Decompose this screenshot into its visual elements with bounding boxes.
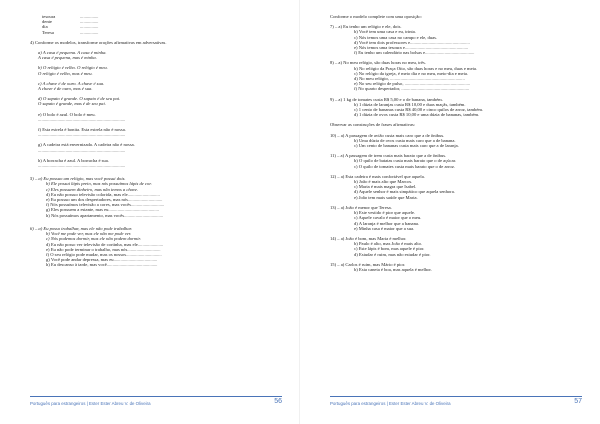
- ex15-line: b) Esta caneta é boa, mas aquela é melhor.: [354, 266, 432, 272]
- exercise-15: [330, 262, 582, 272]
- ex4-item-d-question: d) O sapato é grande. O sapato é de seu pai.: [38, 96, 121, 102]
- ex6-line: 6) – a) Eu posso trabalhar, mas ele não pode trabalhar.: [30, 225, 133, 231]
- word-blank: ................: [80, 19, 99, 25]
- ex12-line: c) Maria é mais magra que Isabel.: [354, 184, 417, 190]
- ex7-line: b) Você tem uma casa e eu, trinta.: [354, 29, 416, 35]
- word: dente: [42, 19, 52, 25]
- word-list: [30, 14, 282, 35]
- ex4-item-e-question: e) O bolo é azul. O bolo é meu.: [38, 111, 96, 117]
- right-page: [300, 0, 600, 424]
- footer-text: Português para estrangeiros | Ester Ester Abreu V. de Oliveira: [30, 401, 151, 406]
- word: tesoura: [42, 14, 56, 19]
- ex4-item-g-blank: ............................................................................: [38, 147, 126, 153]
- ex4-item-f-blank: ............................................................................: [38, 132, 126, 138]
- ex4-item-c-answer: A chave é de ouro, mas é sua.: [38, 86, 93, 92]
- exercise-12: [330, 174, 582, 200]
- ex8-line: e) No seu relógio de pulso, .........................................................: [354, 81, 471, 87]
- ex4-item-a-answer: A casa é pequena, mas é minha.: [38, 55, 97, 61]
- ex10-line: b) Uma dúzia de ovos custa mais caro que a de banana.: [354, 137, 456, 143]
- ex6-line: h) Eu descanso à tarde, mas você............................................: [46, 262, 158, 268]
- exercise-11: [330, 153, 582, 169]
- left-page-footer: [30, 396, 282, 411]
- exercise-13: [330, 205, 582, 231]
- exercise-8: [330, 60, 582, 91]
- ex13-line: b) Este vestido é pior que aquele.: [354, 210, 416, 216]
- page-number: 56: [274, 398, 282, 405]
- ex9-line: b) 1 dúzia de laranjas custa R$ 10,00 e duas maçãs, também.: [354, 101, 466, 107]
- exercise-10: [330, 133, 582, 149]
- ex8-line: b) No relógio da Praça Oito, são duas horas e no meu, duas e meia.: [354, 65, 478, 71]
- ex5-line: h) Nós possuímos apartamento, mas vocês..................................: [46, 212, 164, 218]
- ex6-line: d) Eu não posso ver televisão de cortinha, mas ele......................: [46, 241, 164, 247]
- ex5-line: 5) – a) Eu possuo um relógio, mas você possui dois.: [30, 176, 126, 182]
- ex5-line: e) Eu possuo um dos despertadores, mas nós..............................: [46, 197, 163, 203]
- ex12-line: 12) – a) Esta cadeira é mais confortável que aquela.: [330, 173, 425, 179]
- ex7-line: c) Nós temos uma casa no campo e ele, duas.: [354, 34, 438, 40]
- ex12-line: e) João tem mais saúde que Maria.: [354, 194, 418, 200]
- ex5-line: g) Eles possuem a estante, mas eu............................................: [46, 207, 159, 213]
- exercise-4-title: 4) Conforme os modelos, transforme orações afirmativas em adversativas.: [30, 39, 167, 45]
- exercise-7: [330, 24, 582, 55]
- ex12-line: d) Aquele senhor é mais simpático que aquela senhora.: [354, 189, 455, 195]
- ex8-line: f) No quarto despertador, ...........................................................: [354, 86, 470, 92]
- ex4-item-h-question: h) A borracha é azul. A borracha é sua.: [38, 157, 109, 163]
- ex6-line: f) O seu relógio pode mudar, mas os nossos...............................: [46, 251, 162, 257]
- ex11-line: 11) – a) A passagem de trem custa mais barato que a de ônibus.: [330, 153, 447, 159]
- right-page-content: [330, 14, 582, 272]
- left-page-content: [30, 14, 282, 268]
- ex7-line: e) Nós temos uma tesoura e.......................................................: [354, 45, 469, 51]
- ex7-line: f) Eu tenho um calendário nas bolsas e...........................................: [354, 50, 475, 56]
- ex13-line: c) Aquele cavalo é maior que o meu.: [354, 215, 422, 221]
- ex9-line: d) 1 dúzia de ovos custa R$ 10,00 e uma dúzia de bananas, também.: [354, 112, 480, 118]
- ex5-line: f) Nós possuímos televisão a cores, mas vocês.............................: [46, 202, 165, 208]
- right-intro: Conforme o modelo complete com uma oposição:: [330, 14, 422, 19]
- footer-text: Português para estrangeiros | Ester Ester Abreu V. de Oliveira: [330, 401, 451, 406]
- ex6-line: c) Nós podemos dormir, mas ele não podem dormir.: [46, 236, 141, 242]
- ex4-item-d-answer: O sapato é grande, mas é de seu pai.: [38, 101, 106, 107]
- ex6-line: b) Você me pode ver, mas ele não me pode ver.: [46, 231, 132, 237]
- ex4-item-c-question: c) A chave é de ouro. A chave é sua.: [38, 80, 105, 86]
- word-blank: ................: [80, 29, 99, 35]
- ex15-line: 15) – a) Carlos é ruim, mas Mário é pior.: [330, 261, 406, 267]
- ex9-line: c) 1 cento de bananas custa R$ 40,00 e cinco quilos de arroz, também.: [354, 107, 484, 113]
- ex7-line: 7) – a) Eu tenho um relógio e ele, dois.: [330, 24, 402, 30]
- ex13-line: 13) – a) João é menor que Teresa.: [330, 204, 392, 210]
- ex4-item-a-question: a) A casa é pequena. A casa é minha.: [38, 50, 107, 56]
- ex13-line: d) A laranja é melhor que a banana.: [354, 220, 420, 226]
- ex8-line: d) No meu relógio, .................................................................: [354, 76, 465, 82]
- ex10-line: 10) – a) A passagem de avião custa mais caro que a de ônibus.: [330, 132, 445, 138]
- ex14-line: b) Paulo é alto, mas João é mais alto.: [354, 241, 423, 247]
- ex14-line: c) Este lápis é bom, mas aquele é pior.: [354, 246, 425, 252]
- ex7-line: d) Você tem dois professores e....................................................: [354, 39, 470, 45]
- ex5-line: c) Eles possuem dinheiro, mas não temos a chave.: [46, 186, 139, 192]
- exercise-14: [330, 236, 582, 257]
- word: dia: [42, 24, 48, 30]
- exercise-6: [30, 226, 282, 268]
- ex4-item-g-question: g) A cadeira está envernizada. A cadeira não é nossa.: [38, 142, 135, 148]
- word: Teresa: [42, 29, 54, 35]
- ex4-item-b-answer: O relógio é velho, mas é meu.: [38, 70, 93, 76]
- ex6-line: e) Eu não pode terminar o trabalho, mas nós.............................: [46, 246, 161, 252]
- exercise-4-items: [30, 50, 282, 168]
- ex11-line: b) O quilo de batatas custa mais barato que o de açúcar.: [354, 158, 457, 164]
- right-page-footer: [330, 396, 582, 411]
- ex8-line: c) No relógio da igreja, é meio dia e no meu, meio-dia e meia.: [354, 70, 469, 76]
- ex4-item-h-blank: ............................................................................: [38, 163, 126, 169]
- ex4-item-e-blank: ............................................................................: [38, 116, 126, 122]
- ex5-line: d) Eu não possuo televisão colorida, mas ele............................: [46, 191, 160, 197]
- page-number: 57: [574, 398, 582, 405]
- ex14-line: 14) – a) João é bom, mas Maria é melhor.: [330, 235, 407, 241]
- ex8-line: 8) – a) No meu relógio, são duas horas no meu, três.: [330, 60, 426, 66]
- ex12-line: b) João é mais alto que Marcos.: [354, 179, 413, 185]
- exercise-5: [30, 176, 282, 218]
- ex14-line: d) Estudar é ruim, mas não estudar é pior.: [354, 251, 431, 257]
- observation-heading: Observar as construções de frases afirmativas:: [330, 122, 416, 128]
- ex6-line: g) Você pode andar depressa, mas eu......................................: [46, 257, 158, 263]
- ex9-line: 9) – a) 1 kg de tomates custa R$ 5,00 e o de banana, também.: [330, 96, 443, 102]
- ex11-line: c) O quilo de tomates custa mais barato que o de arroz.: [354, 163, 456, 169]
- ex10-line: c) Um cento de bananas custa mais caro que a de laranja.: [354, 143, 459, 149]
- word-blank: ................: [80, 14, 99, 19]
- ex5-line: b) Ele possui lápis preto, mas nós possuímos lápis de cor.: [46, 181, 152, 187]
- ex4-item-f-question: f) Esta estrela é bonita. Esta estrela não é nossa.: [38, 127, 126, 133]
- ex4-item-b-question: b) O relógio é velho. O relógio é meu.: [38, 65, 108, 71]
- exercise-9: [330, 97, 582, 118]
- ex13-line: e) Minha casa é maior que a sua.: [354, 225, 415, 231]
- word-blank: ................: [80, 24, 99, 30]
